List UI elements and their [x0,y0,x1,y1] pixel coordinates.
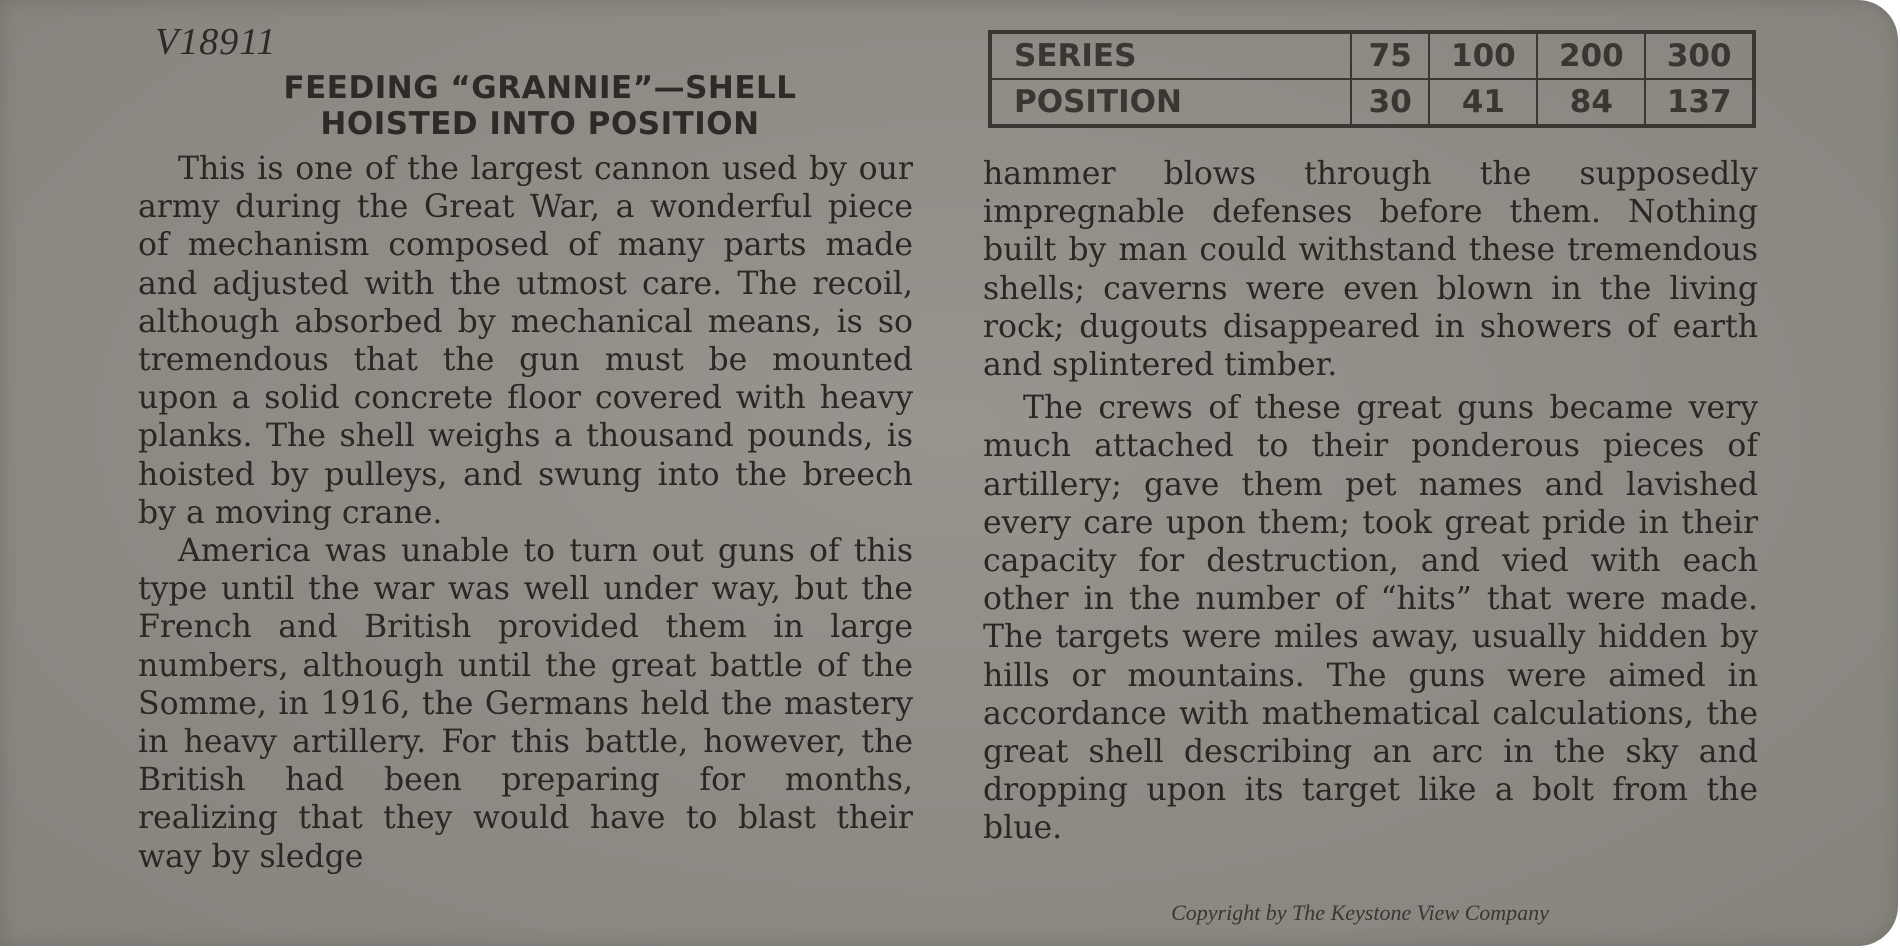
title-line-1: FEEDING “GRANNIE”—SHELL [283,70,797,106]
position-cell: 41 [1429,79,1537,124]
right-paragraph-2: The crews of these great guns became very much attached to their ponderous pieces of artillery; gave them pet names and lavished every care upon them; took great pride in their capacity for destruction, and vied with each other in the number of “hits” that were made. The targets were miles away, usually hidden by hills or mountains. The guns were aimed in accordance with mathematical calculations, the great shell describing an arc in the sky and dropping upon its target like a bolt from the blue. [983,390,1758,847]
title-line-2: HOISTED INTO POSITION [320,106,760,142]
position-cell: 137 [1666,84,1732,120]
left-paragraph-2: America was unable to turn out guns of this type until the war was well under way, but the French and British provided them in large numbers, although until the great battle of the Somme, in 1916, the Germans held the mastery in heavy artillery. For this battle, however, the British had been preparing for months, realizing that they would have to blast their way by sledge [138,533,913,875]
series-row [992,34,1752,79]
left-paragraph-1: This is one of the largest cannon used by our army during the Great War, a wonderful piece of mechanism composed of many parts made and adjusted with the utmost care. The recoil, although absorbed by mechanical means, is so tremendous that the gun must be mounted upon a solid concrete floor covered with heavy planks. The shell weighs a thousand pounds, is hoisted by pulleys, and swung into the breech by a moving crane. [138,151,913,531]
series-position-table [988,30,1756,128]
right-paragraph-1: hammer blows through the supposedly impregnable defenses before them. Nothing built by man could withstand these tremendous shells; caverns were even blown in the living rock; dugouts disappeared in showers of earth and splintered timber. [983,156,1758,384]
copyright-line: Copyright by The Keystone View Company [1171,900,1549,925]
left-text-column [138,150,913,876]
right-text-column [983,155,1758,848]
position-cell: 30 [1351,79,1429,124]
card-title [200,70,880,142]
series-cell: 75 [1351,34,1429,79]
series-label: SERIES [992,34,1351,79]
catalog-number: V18911 [155,21,277,63]
position-label: POSITION [992,79,1351,124]
position-cell: 84 [1537,79,1645,124]
series-cell: 100 [1429,34,1537,79]
series-cell: 300 [1645,34,1752,79]
position-row [992,79,1752,124]
series-cell: 200 [1537,34,1645,79]
